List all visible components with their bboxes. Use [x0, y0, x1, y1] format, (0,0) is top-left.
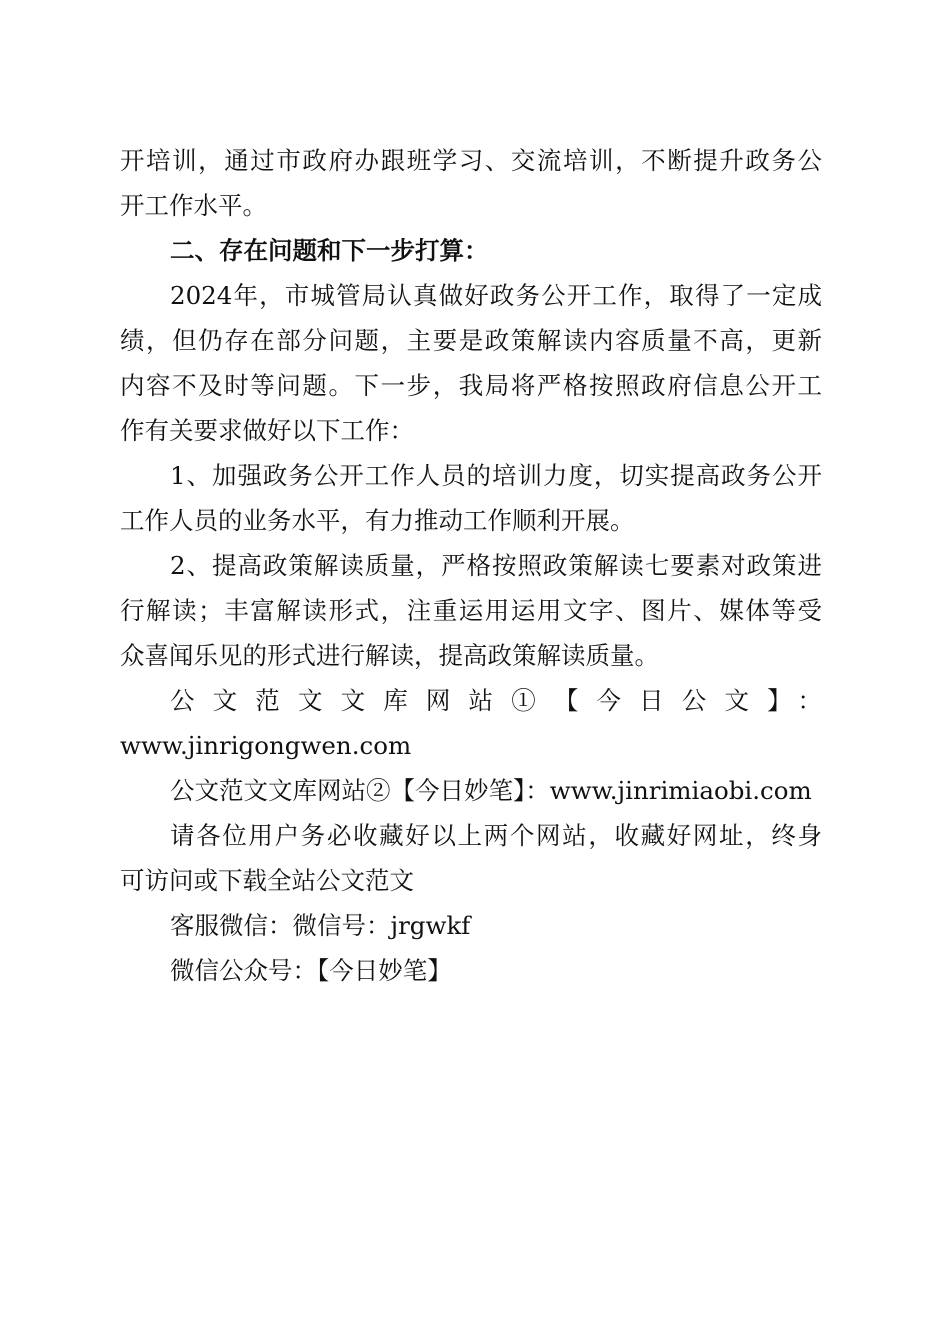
text-line: 2024年，市城管局认真做好政务公开工作，取得了一定成 — [170, 281, 822, 310]
paragraph-website-2 — [120, 768, 822, 813]
paragraph-website-1 — [120, 678, 822, 768]
paragraph-bookmark-note — [120, 813, 822, 903]
text-line: 众喜闻乐见的形式进行解读，提高政策解读质量。 — [120, 641, 659, 670]
text-line: www.jinrigongwen.com — [120, 731, 412, 760]
paragraph-training — [120, 138, 822, 228]
text-line: 2、提高政策解读质量，严格按照政策解读七要素对政策进 — [170, 551, 822, 580]
text-line: 公文范文文库网站②【今日妙笔】：www.jinrimiaobi.com — [170, 776, 812, 805]
document-body — [120, 138, 822, 993]
text-line: 客服微信：微信号：jrgwkf — [170, 911, 471, 940]
text-line: 1、加强政务公开工作人员的培训力度，切实提高政务公开 — [170, 461, 822, 490]
paragraph-wechat-account — [120, 948, 822, 993]
paragraph-item-2 — [120, 543, 822, 678]
text-line: 请各位用户务必收藏好以上两个网站，收藏好网址，终身 — [170, 821, 822, 850]
text-line: 作有关要求做好以下工作： — [120, 416, 414, 445]
text-line: 工作人员的业务水平，有力推动工作顺利开展。 — [120, 506, 635, 535]
text-line: 内容不及时等问题。下一步，我局将严格按照政府信息公开工 — [120, 371, 822, 400]
text-line: 可访问或下载全站公文范文 — [120, 866, 414, 895]
text-line: 行解读；丰富解读形式，注重运用运用文字、图片、媒体等受 — [120, 596, 822, 625]
text-line: 微信公众号：【今日妙笔】 — [170, 956, 452, 985]
text-line: 公文范文文库网站①【今日公文】： — [170, 686, 822, 715]
paragraph-item-1 — [120, 453, 822, 543]
text-line: 绩，但仍存在部分问题，主要是政策解读内容质量不高，更新 — [120, 326, 822, 355]
text-line: 开工作水平。 — [120, 191, 267, 220]
section-heading: 二、存在问题和下一步打算： — [170, 236, 489, 265]
text-line: 开培训，通过市政府办跟班学习、交流培训，不断提升政务公 — [120, 146, 822, 175]
paragraph-issues — [120, 273, 822, 453]
paragraph-wechat-service — [120, 903, 822, 948]
